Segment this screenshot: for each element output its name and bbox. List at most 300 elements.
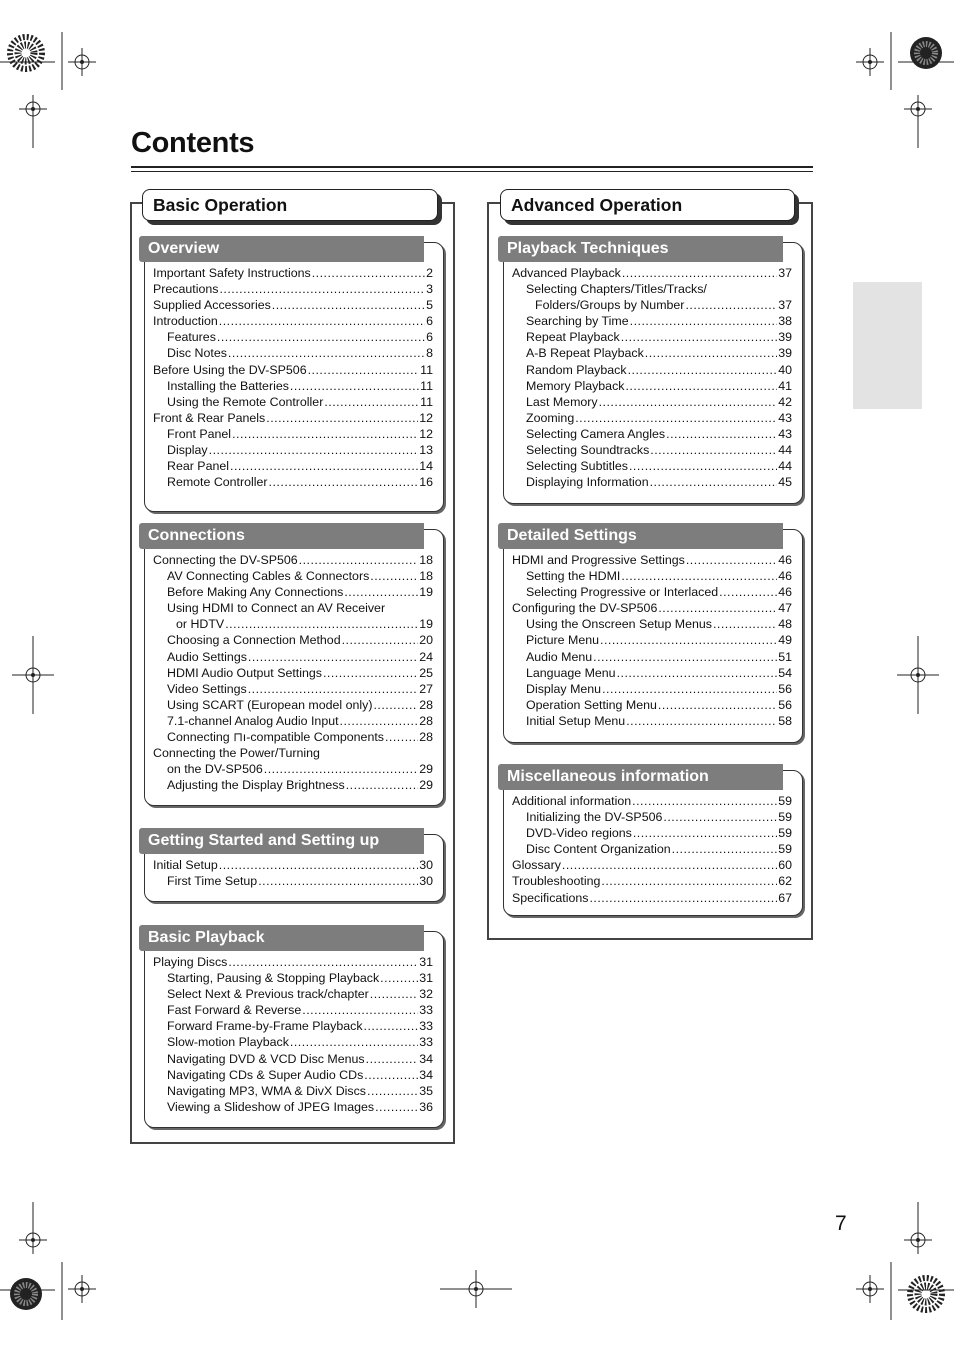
dot-leader (269, 474, 419, 490)
toc-entry-title: Navigating DVD & VCD Disc Menus (167, 1051, 365, 1066)
toc-entry-title: Connecting the DV-SP506 (153, 553, 298, 567)
toc-entry-page: 25 (419, 665, 433, 680)
dot-leader (323, 665, 418, 681)
dot-leader (364, 1067, 418, 1083)
dot-leader (302, 1002, 418, 1018)
toc-entry[interactable] (153, 761, 433, 777)
toc-entry-page: 48 (778, 617, 792, 632)
toc-entry-page: 60 (778, 858, 792, 873)
toc-entry-title: Specifications (512, 890, 589, 905)
toc-entry-title: Slow-motion Playback (167, 1035, 289, 1050)
dot-leader (686, 552, 777, 568)
toc-entry-page: 6 (426, 330, 433, 345)
toc-entry-title: Selecting Subtitles (526, 459, 628, 474)
toc-entry-title: Glossary (512, 858, 561, 873)
dot-leader (617, 665, 778, 681)
dot-leader (672, 841, 778, 857)
left-column-heading: Basic Operation (142, 189, 438, 221)
dot-leader (375, 1099, 418, 1115)
dot-leader (370, 568, 418, 584)
toc-entry[interactable] (153, 600, 433, 616)
dot-leader (308, 362, 420, 378)
toc-entry[interactable] (512, 825, 792, 841)
section-heading: Overview (139, 236, 424, 262)
toc-entry-page: 58 (778, 713, 792, 728)
toc-entry-title: Displaying Information (526, 475, 649, 490)
section-heading: Miscellaneous information (498, 764, 783, 790)
title-rule-thin (131, 171, 813, 172)
toc-entry-title: Introduction (153, 314, 218, 329)
toc-entry-page: 49 (778, 633, 792, 648)
toc-entry-title: Choosing a Connection Method (167, 633, 341, 648)
dot-leader (225, 616, 418, 632)
toc-entry-page: 31 (419, 955, 433, 969)
toc-entry-title: 7.1-channel Analog Audio Input (167, 713, 339, 728)
toc-entry[interactable] (153, 1051, 433, 1067)
toc-entry[interactable] (153, 394, 433, 410)
toc-entry-title: Last Memory (526, 394, 598, 409)
toc-entry-page: 2 (426, 266, 433, 280)
toc-entry[interactable] (512, 362, 792, 378)
toc-entry[interactable] (153, 857, 433, 873)
dot-leader (621, 329, 778, 345)
toc-entry-title: A-B Repeat Playback (526, 346, 644, 361)
toc-entry-title: Setting the HDMI (526, 569, 621, 584)
toc-entry-title: Disc Notes (167, 346, 227, 361)
toc-entries (153, 954, 433, 1115)
toc-entry-title: HDMI Audio Output Settings (167, 665, 322, 680)
toc-entry-page: 33 (419, 1019, 433, 1034)
toc-entries (512, 265, 792, 490)
dot-leader (367, 1083, 418, 1099)
dot-leader (290, 378, 419, 394)
toc-entry-title: Audio Settings (167, 649, 247, 664)
toc-entry-page: 62 (778, 874, 792, 889)
toc-entry-page: 29 (419, 778, 433, 793)
dot-leader (340, 713, 419, 729)
dot-leader (266, 410, 418, 426)
toc-entry-page: 11 (420, 362, 433, 377)
dot-leader (248, 649, 418, 665)
toc-entry[interactable] (512, 265, 792, 281)
toc-entry-page: 13 (419, 443, 433, 458)
dot-leader (385, 729, 418, 745)
toc-entry-title: Front & Rear Panels (153, 410, 266, 425)
toc-entry-title: Initializing the DV-SP506 (526, 810, 663, 825)
toc-entry[interactable] (153, 426, 433, 442)
dot-leader (219, 313, 425, 329)
toc-entry[interactable] (153, 584, 433, 600)
toc-entry[interactable] (512, 552, 792, 568)
toc-entry-page: 28 (419, 730, 433, 745)
toc-entry[interactable] (153, 986, 433, 1002)
toc-entry-title: Fast Forward & Reverse (167, 1003, 302, 1018)
dot-leader (228, 345, 425, 361)
dot-leader (650, 442, 777, 458)
dot-leader (264, 761, 418, 777)
toc-entry-title: Rear Panel (167, 459, 229, 474)
toc-entry-page: 16 (419, 475, 433, 490)
toc-entry-title: Configuring the DV-SP506 (512, 601, 658, 616)
toc-entry[interactable] (153, 1018, 433, 1034)
toc-entry-page: 14 (419, 459, 433, 474)
dot-leader (562, 857, 777, 873)
toc-entry-page: 41 (778, 378, 792, 393)
dot-leader (575, 410, 777, 426)
toc-entry-page: 59 (778, 810, 792, 825)
toc-entry[interactable] (153, 1002, 433, 1018)
toc-entry-page: 67 (778, 890, 792, 905)
toc-entry-title: Operation Setting Menu (526, 697, 657, 712)
dot-leader (629, 458, 777, 474)
toc-entry-title: Playing Discs (153, 955, 228, 969)
dot-leader (645, 345, 777, 361)
toc-entry-title: Selecting Chapters/Titles/Tracks/ (526, 282, 707, 297)
toc-entry-page: 28 (419, 697, 433, 712)
toc-entry-title: Important Safety Instructions (153, 266, 311, 280)
toc-entry-page: 59 (778, 794, 792, 808)
dot-leader (232, 426, 418, 442)
toc-entry-page: 54 (778, 665, 792, 680)
toc-entry[interactable] (512, 793, 792, 809)
toc-entry[interactable] (512, 809, 792, 825)
toc-entry-page: 42 (778, 394, 792, 409)
toc-entry-title: Selecting Soundtracks (526, 443, 650, 458)
dot-leader (658, 600, 777, 616)
toc-entry[interactable] (512, 873, 792, 889)
dot-leader (228, 954, 418, 970)
toc-entry-title: Connecting ⊓ı-compatible Components (167, 730, 384, 745)
dot-leader (625, 378, 777, 394)
toc-entry[interactable] (153, 458, 433, 474)
toc-entry-title: HDMI and Progressive Settings (512, 553, 685, 567)
toc-entry[interactable] (153, 345, 433, 361)
dot-leader (630, 313, 778, 329)
dot-leader (272, 297, 425, 313)
toc-entry[interactable] (512, 378, 792, 394)
toc-entry-page: 46 (778, 553, 792, 567)
dot-leader (342, 632, 419, 648)
toc-entry-title: Display Menu (526, 681, 602, 696)
toc-entry[interactable] (512, 697, 792, 713)
toc-entry[interactable] (153, 970, 433, 986)
section-heading: Basic Playback (139, 925, 424, 951)
dot-leader (685, 297, 777, 313)
toc-entry[interactable] (512, 458, 792, 474)
toc-entry-title: Video Settings (167, 681, 247, 696)
toc-entries (153, 265, 433, 490)
toc-entry[interactable] (512, 890, 792, 906)
toc-entry[interactable] (512, 313, 792, 329)
dot-leader (290, 1034, 418, 1050)
toc-entry-title: Select Next & Previous track/chapter (167, 987, 369, 1002)
dot-leader (370, 986, 418, 1002)
toc-entry-title: Navigating CDs & Super Audio CDs (167, 1067, 364, 1082)
toc-entry[interactable] (153, 713, 433, 729)
toc-entry-page: 18 (419, 553, 433, 567)
toc-entry-title: DVD-Video regions (526, 826, 632, 841)
toc-entry-page: 56 (778, 697, 792, 712)
toc-entry-title: Random Playback (526, 362, 627, 377)
toc-entry-title: Zooming (526, 410, 575, 425)
toc-entry[interactable] (153, 378, 433, 394)
toc-entry[interactable] (153, 552, 433, 568)
toc-entry-title: Using the Onscreen Setup Menus (526, 617, 712, 632)
toc-entry[interactable] (153, 697, 433, 713)
toc-entry[interactable] (512, 426, 792, 442)
dot-leader (344, 584, 418, 600)
toc-entry[interactable] (153, 954, 433, 970)
toc-entry[interactable] (512, 584, 792, 600)
toc-entry[interactable] (153, 873, 433, 889)
toc-entry-title: Front Panel (167, 426, 232, 441)
toc-entry-title: Advanced Playback (512, 266, 621, 280)
toc-entry[interactable] (153, 313, 433, 329)
toc-entry-title: Selecting Camera Angles (526, 426, 666, 441)
dot-leader (366, 1051, 419, 1067)
toc-entry-title: Memory Playback (526, 378, 625, 393)
toc-entry[interactable] (153, 616, 433, 632)
toc-entry-page: 44 (778, 459, 792, 474)
toc-entry[interactable] (153, 362, 433, 378)
toc-entry-page: 45 (778, 475, 792, 490)
toc-entry-title: on the DV-SP506 (167, 762, 263, 777)
toc-entry-page: 47 (778, 601, 792, 616)
dot-leader (258, 873, 418, 889)
toc-entry[interactable] (512, 568, 792, 584)
toc-entry-page: 39 (778, 330, 792, 345)
toc-entry-title: Initial Setup (153, 858, 218, 872)
toc-entry[interactable] (153, 632, 433, 648)
toc-entry-page: 44 (778, 443, 792, 458)
dot-leader (219, 857, 418, 873)
toc-entry[interactable] (153, 1083, 433, 1099)
dot-leader (230, 458, 418, 474)
title-rule (131, 166, 813, 168)
toc-entry-page: 12 (419, 426, 433, 441)
toc-entry-title: AV Connecting Cables & Connectors (167, 569, 370, 584)
dot-leader (600, 632, 777, 648)
toc-entry-page: 43 (778, 426, 792, 441)
dot-leader (658, 697, 777, 713)
toc-entry-page: 33 (419, 1003, 433, 1018)
toc-entry-title: Troubleshooting (512, 874, 601, 889)
toc-entry-page: 59 (778, 842, 792, 857)
toc-entry[interactable] (153, 745, 433, 761)
toc-entry[interactable] (153, 649, 433, 665)
toc-entry-page: 11 (420, 394, 433, 409)
toc-entry[interactable] (153, 1067, 433, 1083)
dot-leader (219, 281, 425, 297)
toc-entry-page: 30 (419, 858, 433, 872)
toc-entry-page: 11 (420, 378, 433, 393)
dot-leader (666, 426, 777, 442)
toc-entry[interactable] (512, 713, 792, 729)
toc-entry-page: 29 (419, 762, 433, 777)
toc-entry-title: Before Making Any Connections (167, 585, 344, 600)
toc-entry[interactable] (512, 297, 792, 313)
toc-entries (512, 793, 792, 906)
toc-entry-page: 24 (419, 649, 433, 664)
toc-entry-title: Navigating MP3, WMA & DivX Discs (167, 1083, 366, 1098)
toc-entry[interactable] (153, 265, 433, 281)
toc-entry-page: 12 (419, 410, 433, 425)
toc-entries (153, 552, 433, 793)
toc-entry[interactable] (512, 410, 792, 426)
toc-entry-page: 19 (419, 617, 433, 632)
toc-entry-title: Language Menu (526, 665, 616, 680)
toc-entry-title: Before Using the DV-SP506 (153, 362, 307, 377)
dot-leader (601, 873, 777, 889)
page-number: 7 (835, 1212, 847, 1235)
toc-entry-title: Installing the Batteries (167, 378, 289, 393)
toc-entry-title: Adjusting the Display Brightness (167, 778, 345, 793)
toc-entry-title: Initial Setup Menu (526, 713, 626, 728)
toc-entry-page: 33 (419, 1035, 433, 1050)
toc-entry[interactable] (153, 1099, 433, 1115)
toc-entry[interactable] (153, 568, 433, 584)
toc-entry-page: 32 (419, 987, 433, 1002)
toc-entry-title: Selecting Progressive or Interlaced (526, 585, 719, 600)
toc-entry-title: Using SCART (European model only) (167, 697, 373, 712)
toc-entry[interactable] (512, 665, 792, 681)
dot-leader (364, 1018, 419, 1034)
toc-entry-page: 39 (778, 346, 792, 361)
toc-entry[interactable] (153, 665, 433, 681)
toc-entry-page: 5 (426, 298, 433, 313)
section-heading: Playback Techniques (498, 236, 783, 262)
section-heading: Connections (139, 523, 424, 549)
toc-entry-page: 18 (419, 569, 433, 584)
toc-entry[interactable] (512, 632, 792, 648)
toc-entry-page: 37 (778, 298, 792, 313)
toc-entry-page: 8 (426, 346, 433, 361)
toc-entry[interactable] (512, 841, 792, 857)
dot-leader (593, 649, 777, 665)
toc-entry-page: 51 (778, 649, 792, 664)
toc-entry-page: 36 (419, 1099, 433, 1114)
dot-leader (312, 265, 425, 281)
dot-leader (324, 394, 419, 410)
toc-entry[interactable] (512, 649, 792, 665)
toc-entry[interactable] (153, 1034, 433, 1050)
toc-entry-page: 31 (419, 971, 433, 986)
dot-leader (719, 584, 777, 600)
toc-entry-page: 38 (778, 314, 792, 329)
dot-leader (663, 809, 777, 825)
toc-entry-page: 28 (419, 713, 433, 728)
toc-entry[interactable] (512, 329, 792, 345)
dot-leader (621, 568, 777, 584)
toc-entry-title: Remote Controller (167, 475, 268, 490)
toc-entry-title: or HDTV (176, 617, 225, 632)
dot-leader (209, 442, 419, 458)
dot-leader (633, 825, 777, 841)
toc-entry[interactable] (512, 681, 792, 697)
dot-leader (380, 970, 418, 986)
dot-leader (599, 394, 778, 410)
dot-leader (217, 329, 425, 345)
toc-entry-page: 37 (778, 266, 792, 280)
dot-leader (602, 681, 777, 697)
toc-entry-page: 19 (419, 585, 433, 600)
toc-entries (153, 857, 433, 889)
dot-leader (626, 713, 777, 729)
toc-entry-page: 46 (778, 585, 792, 600)
toc-entry-title: Display (167, 443, 208, 458)
toc-entry-page: 6 (426, 314, 433, 329)
toc-entry-title: Using HDMI to Connect an AV Receiver (167, 601, 386, 616)
toc-entry[interactable] (512, 600, 792, 616)
toc-entry-page: 20 (419, 633, 433, 648)
toc-entry-page: 59 (778, 826, 792, 841)
dot-leader (622, 265, 777, 281)
toc-entry[interactable] (512, 474, 792, 490)
toc-entry-page: 30 (419, 874, 433, 889)
toc-entry-page: 27 (419, 681, 433, 696)
dot-leader (589, 890, 777, 906)
toc-entries (512, 552, 792, 729)
toc-entry[interactable] (153, 281, 433, 297)
toc-entry-title: Picture Menu (526, 633, 600, 648)
toc-entry[interactable] (153, 729, 433, 745)
toc-entry[interactable] (153, 777, 433, 793)
toc-entry-title: Repeat Playback (526, 330, 620, 345)
toc-entry[interactable] (153, 329, 433, 345)
dot-leader (632, 793, 777, 809)
toc-entry[interactable] (153, 442, 433, 458)
dot-leader (373, 697, 418, 713)
toc-entry-title: Audio Menu (526, 649, 593, 664)
toc-entry[interactable] (153, 297, 433, 313)
toc-entry-title: Precautions (153, 282, 219, 297)
toc-entry-title: Forward Frame-by-Frame Playback (167, 1019, 363, 1034)
toc-entry[interactable] (153, 474, 433, 490)
toc-entry-page: 56 (778, 681, 792, 696)
dot-leader (346, 777, 419, 793)
toc-entry-page: 34 (419, 1067, 433, 1082)
toc-entry[interactable] (512, 281, 792, 297)
toc-entry[interactable] (153, 410, 433, 426)
dot-leader (713, 616, 777, 632)
dot-leader (248, 681, 419, 697)
toc-entry-title: Searching by Time (526, 314, 629, 329)
toc-entry-page: 40 (778, 362, 792, 377)
toc-entry-title: First Time Setup (167, 874, 258, 889)
section-heading: Getting Started and Setting up (139, 828, 424, 854)
toc-entry-page: 43 (778, 410, 792, 425)
dot-leader (299, 552, 419, 568)
toc-entry[interactable] (512, 394, 792, 410)
toc-entry-page: 46 (778, 569, 792, 584)
toc-entry[interactable] (512, 345, 792, 361)
toc-entry-title: Additional information (512, 794, 632, 808)
toc-entry-title: Starting, Pausing & Stopping Playback (167, 971, 380, 986)
toc-entry[interactable] (512, 616, 792, 632)
page-title: Contents (131, 127, 255, 159)
toc-entry-title: Disc Content Organization (526, 842, 671, 857)
right-column-heading: Advanced Operation (500, 189, 795, 221)
side-tab (853, 282, 922, 409)
toc-entry-title: Using the Remote Controller (167, 394, 324, 409)
toc-entry[interactable] (512, 857, 792, 873)
toc-entry[interactable] (512, 442, 792, 458)
toc-entry-title: Connecting the Power/Turning (153, 746, 320, 761)
toc-entry[interactable] (153, 681, 433, 697)
toc-entry-title: Viewing a Slideshow of JPEG Images (167, 1099, 375, 1114)
dot-leader (628, 362, 778, 378)
toc-entry-page: 35 (419, 1083, 433, 1098)
